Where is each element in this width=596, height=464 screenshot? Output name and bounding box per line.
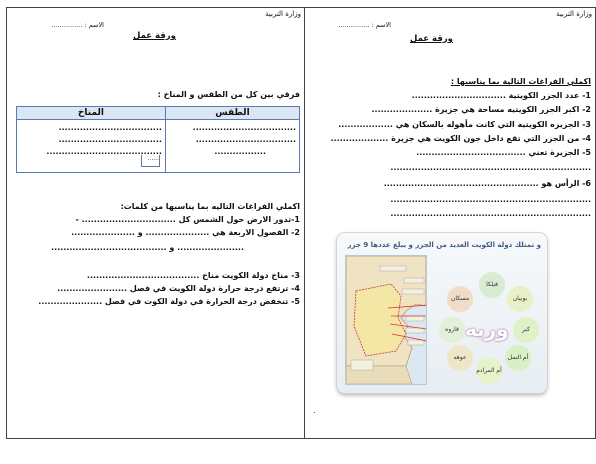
fill-blanks-prompt: اكملي الفراغات التالية بما يناسبها : — [450, 77, 591, 86]
map-illustration — [346, 256, 426, 384]
kuwait-islands-infographic — [337, 233, 547, 393]
weather-answer-cell[interactable] — [165, 120, 299, 173]
question-4: 4- من الجزر التي تقع داخل جون الكويت هي جزيرة ................... — [330, 134, 591, 143]
answer-line: .................................. — [58, 123, 162, 132]
island-circle: أم النمل — [505, 345, 531, 371]
island-circle: فيلكا — [479, 272, 505, 298]
q2-item-2: 2- الفصول الاربعة هي ..................... و ..................... — [71, 228, 300, 237]
island-circle: عوهه — [447, 345, 473, 371]
left-worksheet — [6, 7, 305, 439]
name-field-label: الاسم : ............... — [338, 21, 391, 29]
stray-dot: . — [313, 406, 316, 415]
weather-header: الطقس — [165, 107, 299, 120]
name-field-label: الاسم : ............... — [51, 21, 104, 29]
island-circle: مسكان — [447, 286, 473, 312]
answer-line: ...................................... — [46, 147, 162, 156]
island-circle: بوبيان — [507, 286, 533, 312]
answer-line: .................................................................. — [390, 209, 591, 218]
infographic-caption: و تمتلك دولة الكويت العديد من الجزر و يبلغ عددها 9 جزر — [347, 241, 541, 249]
q2-item-2-cont: ...................... و ...................................... — [51, 243, 244, 252]
ministry-label: وزارة التربية — [265, 10, 301, 18]
answer-line: .................................................................. — [390, 163, 591, 172]
answer-line: .................................. — [192, 123, 296, 132]
question-5: 5- الجزيرة تعني .................................... — [416, 148, 591, 157]
table-tail-cell: ...... — [141, 155, 160, 167]
island-circle: قاروه — [439, 317, 465, 343]
answer-line: .................................................................. — [390, 195, 591, 204]
question-1: 1- عدد الجزر الكويتية ............................... — [411, 91, 591, 100]
worksheet-title: ورقة عمل — [410, 34, 453, 44]
answer-line: ................. — [214, 147, 266, 156]
q3-item-3: 3- مناخ دولة الكويت مناخ ..................................... — [86, 271, 300, 280]
q1-prompt: فرقي بين كل من الطقس و المناخ : — [157, 90, 300, 99]
question-2: 2- اكبر الجزر الكويتيه مساحة هي جزيرة .................... — [371, 105, 591, 114]
answer-line: .................................. — [58, 135, 162, 144]
kuwait-map — [345, 255, 427, 385]
q2-item-1: 1-تدور الارض حول الشمس كل ............................... - — [75, 215, 300, 224]
question-6: 6- الرأس هو ................................................... — [383, 179, 591, 188]
ministry-label: وزارة التربية — [556, 10, 592, 18]
question-3: 3- الجزيره الكويتيه التي كانت مأهوله بالسكان هي .................. — [338, 120, 591, 129]
answer-line: ................................. — [195, 135, 296, 144]
q3-item-5: 5- تنخفض درجة الحرارة في دولة الكوت في فصل ..................... — [38, 297, 300, 306]
island-circle: كبر — [513, 317, 539, 343]
climate-header: المناخ — [17, 107, 166, 120]
q3-item-4: 4- ترتفع درجة حرارة دولة الكويت في فصل ....................... — [57, 284, 300, 293]
center-island-label: وربه — [465, 317, 509, 341]
worksheet-title: ورقة عمل — [133, 31, 176, 41]
island-circle: أم المرادم — [476, 358, 502, 384]
right-worksheet — [305, 7, 596, 439]
q2-prompt: اكملي الفراغات التاليه بما يناسبها من كلمات: — [120, 202, 300, 211]
